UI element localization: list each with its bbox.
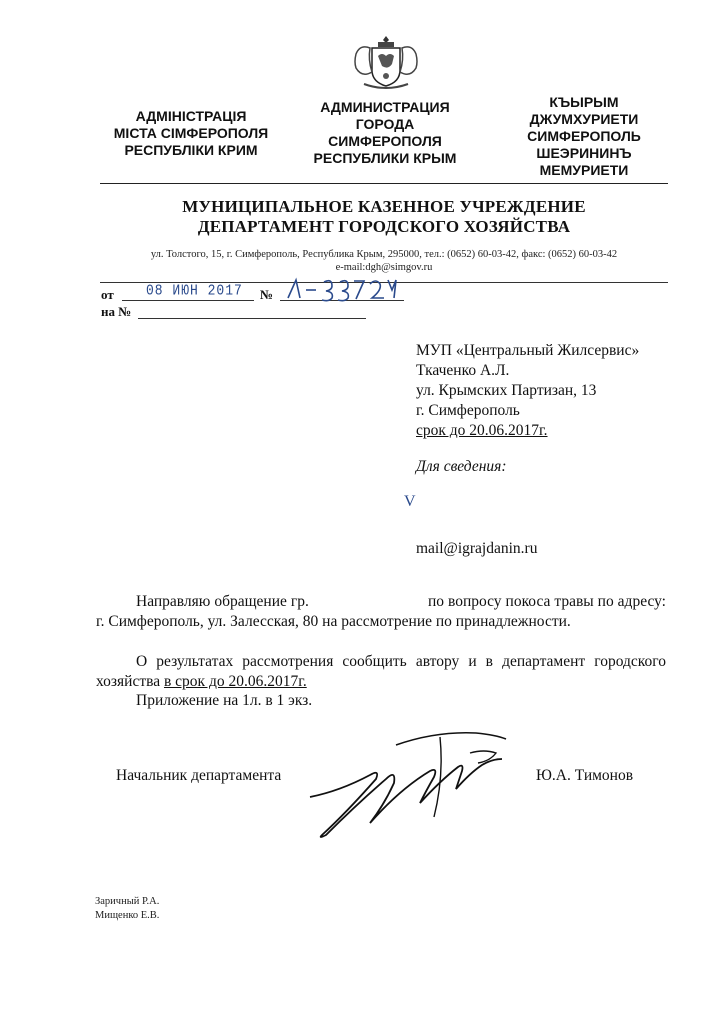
signer-position: Начальник департамента <box>116 767 282 784</box>
recipient-line: МУП «Центральный Жилсервис» <box>416 342 640 359</box>
header-divider <box>100 183 668 184</box>
header-ua-line: МІСТА СІМФЕРОПОЛЯ <box>113 125 269 141</box>
body-paragraph-text: О результатах рассмотрения сообщить автору и в департамент городского хозяйства <box>96 653 666 690</box>
reference-field-line <box>138 318 366 319</box>
body-paragraph-text: Направляю обращение гр. по вопросу покоса травы по адресу: г. Симферополь, ул. Залесская, 80 на рассмотрение по принадлежности. <box>96 593 670 630</box>
deadline-underlined: в срок до 20.06.2017г. <box>163 673 307 690</box>
executor-name: Заричный Р.А. <box>95 896 160 907</box>
header-crh-line: ДЖУМХУРИЕТИ <box>529 111 639 127</box>
header-ru-line: ГОРОДА <box>355 116 415 132</box>
header-ru-line: АДМИНИСТРАЦИЯ <box>320 99 450 115</box>
institution-address: ул. Толстого, 15, г. Симферополь, Республика Крым, 295000, тел.: (0652) 60-03-42, факс: (0652) 60-03-42 <box>150 249 618 260</box>
header-crh-line: СИМФЕРОПОЛЬ <box>527 128 641 144</box>
body-paragraph <box>96 652 666 692</box>
header-ukrainian <box>100 108 282 159</box>
header-crh-line: МЕМУРИЕТИ <box>539 162 629 178</box>
number-label: № <box>260 287 274 302</box>
recipient-line: г. Симферополь <box>416 402 520 419</box>
header-russian <box>300 99 470 167</box>
date-field-line <box>122 300 254 301</box>
executor-name: Мищенко Е.В. <box>95 910 160 921</box>
header-crimean-tatar <box>516 94 652 179</box>
header-ru-line: РЕСПУБЛИКИ КРЫМ <box>313 150 457 166</box>
date-label: от <box>101 287 114 302</box>
institution-title-line1: МУНИЦИПАЛЬНОЕ КАЗЕННОЕ УЧРЕЖДЕНИЕ <box>182 197 586 216</box>
handwritten-signature <box>300 725 530 840</box>
registration-date-stamp: 08 ИЮН 2017 <box>146 282 243 299</box>
header-crh-line: КЪЫРЫМ <box>549 94 619 110</box>
recipient-deadline: срок до 20.06.2017г. <box>416 422 548 439</box>
recipient-line: ул. Крымских Партизан, 13 <box>416 382 597 399</box>
for-information-label: Для сведения: <box>416 458 507 475</box>
recipient-email: mail@igrajdanin.ru <box>416 540 538 557</box>
header-ua-line: РЕСПУБЛІКИ КРИМ <box>124 142 258 158</box>
signer-name: Ю.А. Тимонов <box>536 767 634 784</box>
crimea-coat-of-arms-icon <box>350 34 422 90</box>
reference-label: на № <box>101 304 132 319</box>
header-ru-line: СИМФЕРОПОЛЯ <box>328 133 442 149</box>
check-mark-handwritten: V <box>404 493 416 510</box>
body-paragraph <box>96 592 670 632</box>
institution-title-line2: ДЕПАРТАМЕНТ ГОРОДСКОГО ХОЗЯЙСТВА <box>197 217 571 236</box>
registration-number-handwritten <box>282 276 402 302</box>
header-ua-line: АДМІНІСТРАЦІЯ <box>135 108 247 124</box>
header-crh-line: ШЕЭРИНИНЪ <box>536 145 632 161</box>
institution-email: e-mail:dgh@simgov.ru <box>335 262 433 273</box>
attachment-note: Приложение на 1л. в 1 экз. <box>136 692 313 709</box>
recipient-line: Ткаченко А.Л. <box>416 362 510 379</box>
